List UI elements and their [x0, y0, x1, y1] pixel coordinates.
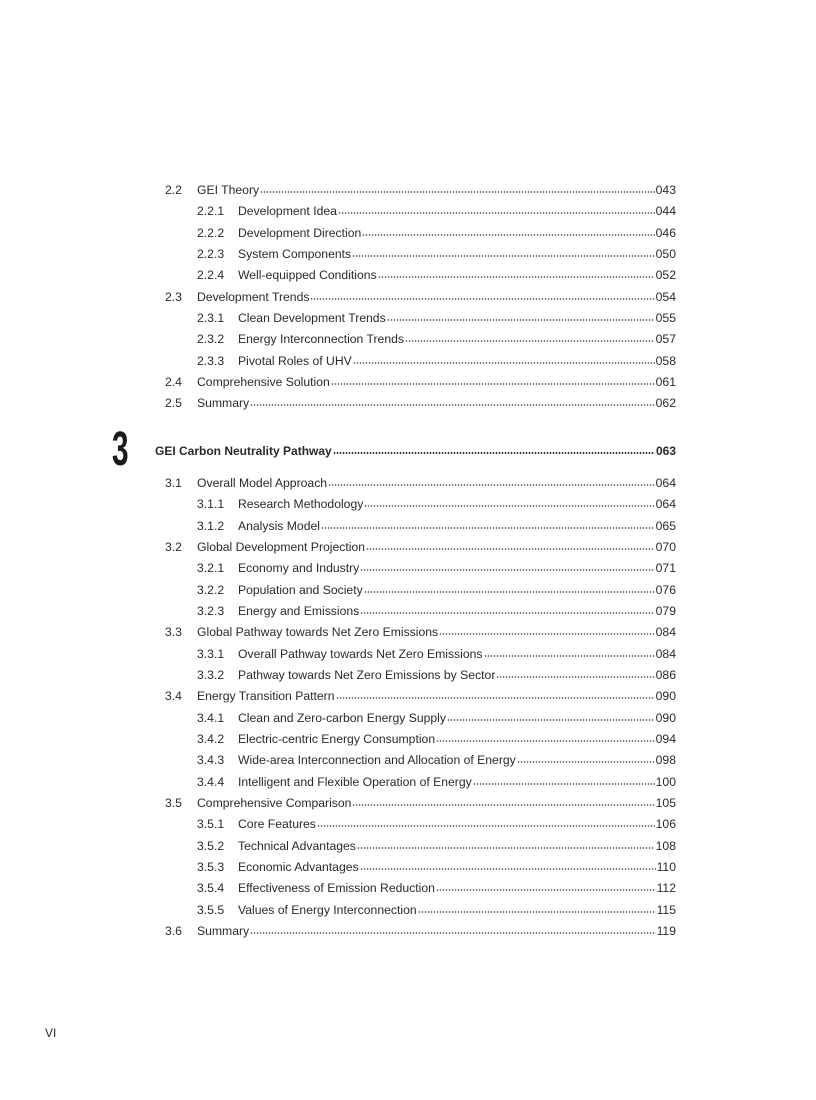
toc-entry[interactable] [197, 856, 676, 877]
entry-number: 2.4 [165, 375, 182, 390]
entry-number: 3.5.2 [197, 838, 225, 853]
entry-number: 3.5.5 [197, 902, 225, 917]
toc-entry[interactable] [197, 600, 676, 621]
dot-leader [378, 276, 655, 278]
entry-page: 098 [655, 753, 676, 768]
entry-page: 090 [655, 689, 676, 704]
entry-number: 3.2.2 [197, 582, 225, 597]
toc-entry[interactable] [197, 728, 676, 749]
entry-page: 076 [655, 582, 676, 597]
entry-number: 2.3 [165, 289, 182, 304]
entry-page: 064 [655, 497, 676, 512]
entry-number: 2.5 [165, 396, 182, 411]
dot-leader [364, 505, 654, 507]
entry-page: 052 [655, 268, 676, 283]
entry-number: 3.3 [165, 625, 182, 640]
entry-title: Energy and Emissions [238, 604, 360, 619]
toc-entry[interactable] [165, 686, 676, 707]
dot-leader [366, 548, 655, 550]
entry-title: Overall Model Approach [197, 476, 328, 491]
entry-number: 3.5.4 [197, 881, 225, 896]
dot-leader [436, 740, 655, 742]
dot-leader [439, 633, 655, 635]
entry-number: 3.2.1 [197, 561, 225, 576]
entry-number: 2.2.3 [197, 247, 225, 262]
entry-page: 079 [655, 604, 676, 619]
toc-entry[interactable] [197, 201, 676, 222]
entry-title: Development Idea [238, 204, 337, 219]
dot-leader [310, 298, 654, 300]
entry-page: 061 [655, 375, 676, 390]
dot-leader [517, 761, 655, 763]
dot-leader [338, 212, 655, 214]
dot-leader [357, 847, 655, 849]
toc-entry[interactable] [165, 622, 676, 643]
chapter-heading [108, 423, 676, 476]
dot-leader [387, 319, 655, 321]
entry-number: 3.4 [165, 689, 182, 704]
entry-page: 086 [655, 668, 676, 683]
entry-number: 3.3.2 [197, 668, 225, 683]
entry-number: 3.2 [165, 540, 182, 555]
entry-number: 3.4.1 [197, 710, 225, 725]
entry-title: Intelligent and Flexible Operation of Energy [238, 774, 472, 789]
dot-leader [360, 612, 654, 614]
toc-entry[interactable] [197, 771, 676, 792]
entry-title: Development Trends [197, 289, 310, 304]
toc-entry[interactable] [197, 835, 676, 856]
toc-entry[interactable] [165, 286, 676, 307]
entry-number: 3.1 [165, 476, 182, 491]
toc-entry[interactable] [197, 329, 676, 350]
entry-page: 106 [655, 817, 676, 832]
entry-page: 084 [655, 646, 676, 661]
entry-number: 2.2 [165, 183, 182, 198]
entry-title: Research Methodology [238, 497, 364, 512]
page-number: VI [45, 1026, 57, 1040]
toc-entry[interactable] [165, 536, 676, 557]
dot-leader [333, 452, 655, 454]
entry-number: 2.2.2 [197, 225, 225, 240]
toc-entry[interactable] [197, 350, 676, 371]
toc-entry[interactable] [165, 371, 676, 392]
dot-leader [405, 340, 655, 342]
dot-leader [352, 804, 654, 806]
dot-leader [364, 591, 655, 593]
entry-number: 2.2.4 [197, 268, 225, 283]
entry-number: 3.3.1 [197, 646, 225, 661]
entry-page: 062 [655, 396, 676, 411]
entry-title: Energy Interconnection Trends [238, 332, 404, 347]
toc-entry[interactable] [165, 473, 676, 494]
dot-leader [317, 825, 655, 827]
toc-entry[interactable] [197, 558, 676, 579]
entry-title: Core Features [238, 817, 316, 832]
entry-title: Comprehensive Comparison [197, 796, 352, 811]
entry-title: Economic Advantages [238, 860, 359, 875]
toc-entry[interactable] [197, 643, 676, 664]
entry-page: 057 [655, 332, 676, 347]
entry-title: Technical Advantages [238, 838, 356, 853]
dot-leader [436, 889, 656, 891]
dot-leader [321, 527, 655, 529]
toc-entry[interactable] [197, 579, 676, 600]
entry-title: Effectiveness of Emission Reduction [238, 881, 435, 896]
dot-leader [360, 569, 654, 571]
toc-entry[interactable] [197, 707, 676, 728]
entry-title: Energy Transition Pattern [197, 689, 335, 704]
toc-entry[interactable] [197, 664, 676, 685]
dot-leader [336, 697, 655, 699]
entry-title: Global Development Projection [197, 540, 366, 555]
entry-number: 3.5 [165, 796, 182, 811]
entry-number: 3.1.1 [197, 497, 225, 512]
entry-page: 065 [655, 518, 676, 533]
entry-title: Population and Society [238, 582, 363, 597]
entry-page: 054 [655, 289, 676, 304]
entry-title: GEI Theory [197, 183, 260, 198]
dot-leader [328, 484, 655, 486]
dot-leader [484, 655, 655, 657]
toc-entry[interactable] [197, 265, 676, 286]
entry-title: Pivotal Roles of UHV [238, 353, 352, 368]
dot-leader [250, 404, 655, 406]
entry-title: Wide-area Interconnection and Allocation of Energy [238, 753, 516, 768]
entry-title: Global Pathway towards Net Zero Emissions [197, 625, 439, 640]
entry-page: 110 [656, 860, 676, 875]
entry-page: 071 [655, 561, 676, 576]
toc-entry[interactable] [197, 899, 676, 920]
dot-leader [360, 868, 656, 870]
dot-leader [418, 911, 656, 913]
entry-page: 094 [655, 732, 676, 747]
chapter-page: 063 [655, 443, 676, 458]
entry-title: Economy and Industry [238, 561, 360, 576]
entry-number: 2.2.1 [197, 204, 225, 219]
dot-leader [473, 783, 655, 785]
entry-title: Development Direction [238, 225, 362, 240]
toc-entry[interactable] [197, 515, 676, 536]
dot-leader [260, 191, 655, 193]
entry-title: Electric-centric Energy Consumption [238, 732, 436, 747]
toc-entry[interactable] [197, 307, 676, 328]
entry-page: 050 [655, 247, 676, 262]
entry-title: Values of Energy Interconnection [238, 902, 417, 917]
toc-entry[interactable] [165, 180, 676, 201]
entry-title: Pathway towards Net Zero Emissions by Sector [238, 668, 496, 683]
entry-number: 3.5.1 [197, 817, 225, 832]
entry-page: 108 [655, 838, 676, 853]
entry-number: 3.1.2 [197, 518, 225, 533]
entry-number: 3.6 [165, 924, 182, 939]
chapter-entry[interactable] [155, 440, 676, 461]
entry-number: 3.4.3 [197, 753, 225, 768]
entry-number: 3.4.4 [197, 774, 225, 789]
entry-number: 3.5.3 [197, 860, 225, 875]
entry-page: 090 [655, 710, 676, 725]
entry-title: System Components [238, 247, 352, 262]
dot-leader [447, 719, 655, 721]
entry-number: 3.2.3 [197, 604, 225, 619]
entry-page: 105 [655, 796, 676, 811]
entry-title: Clean and Zero-carbon Energy Supply [238, 710, 446, 725]
entry-title: Well-equipped Conditions [238, 268, 377, 283]
toc-entry[interactable] [197, 814, 676, 835]
entry-title: Overall Pathway towards Net Zero Emissions [238, 646, 483, 661]
entry-number: 2.3.2 [197, 332, 225, 347]
entry-title: Summary [197, 924, 250, 939]
toc-entry[interactable] [197, 494, 676, 515]
entry-title: Comprehensive Solution [197, 375, 330, 390]
dot-leader [352, 255, 655, 257]
entry-page: 044 [655, 204, 676, 219]
toc-entry[interactable] [165, 393, 676, 414]
entry-page: 043 [655, 183, 676, 198]
dot-leader [353, 362, 655, 364]
dot-leader [250, 932, 655, 934]
dot-leader [496, 676, 654, 678]
entry-page: 115 [656, 902, 676, 917]
entry-title: Clean Development Trends [238, 311, 386, 326]
entry-page: 112 [656, 881, 676, 896]
entry-page: 070 [655, 540, 676, 555]
entry-number: 2.3.3 [197, 353, 225, 368]
entry-number: 2.3.1 [197, 311, 225, 326]
toc-entry[interactable] [197, 222, 676, 243]
entry-page: 084 [655, 625, 676, 640]
dot-leader [362, 234, 654, 236]
toc-entry[interactable] [197, 878, 676, 899]
entry-title: Analysis Model [238, 518, 320, 533]
entry-page: 046 [655, 225, 676, 240]
toc-entry[interactable] [197, 750, 676, 771]
entry-page: 058 [655, 353, 676, 368]
entry-title: Summary [197, 396, 250, 411]
toc-entry[interactable] [165, 920, 676, 941]
entry-page: 100 [655, 774, 676, 789]
dot-leader [331, 383, 655, 385]
chapter-number: 3 [112, 423, 129, 476]
entry-number: 3.4.2 [197, 732, 225, 747]
chapter-title: GEI Carbon Neutrality Pathway [155, 443, 332, 458]
entry-page: 064 [655, 476, 676, 491]
toc-entry[interactable] [165, 792, 676, 813]
entry-page: 119 [656, 924, 676, 939]
toc-entry[interactable] [197, 243, 676, 264]
entry-page: 055 [655, 311, 676, 326]
